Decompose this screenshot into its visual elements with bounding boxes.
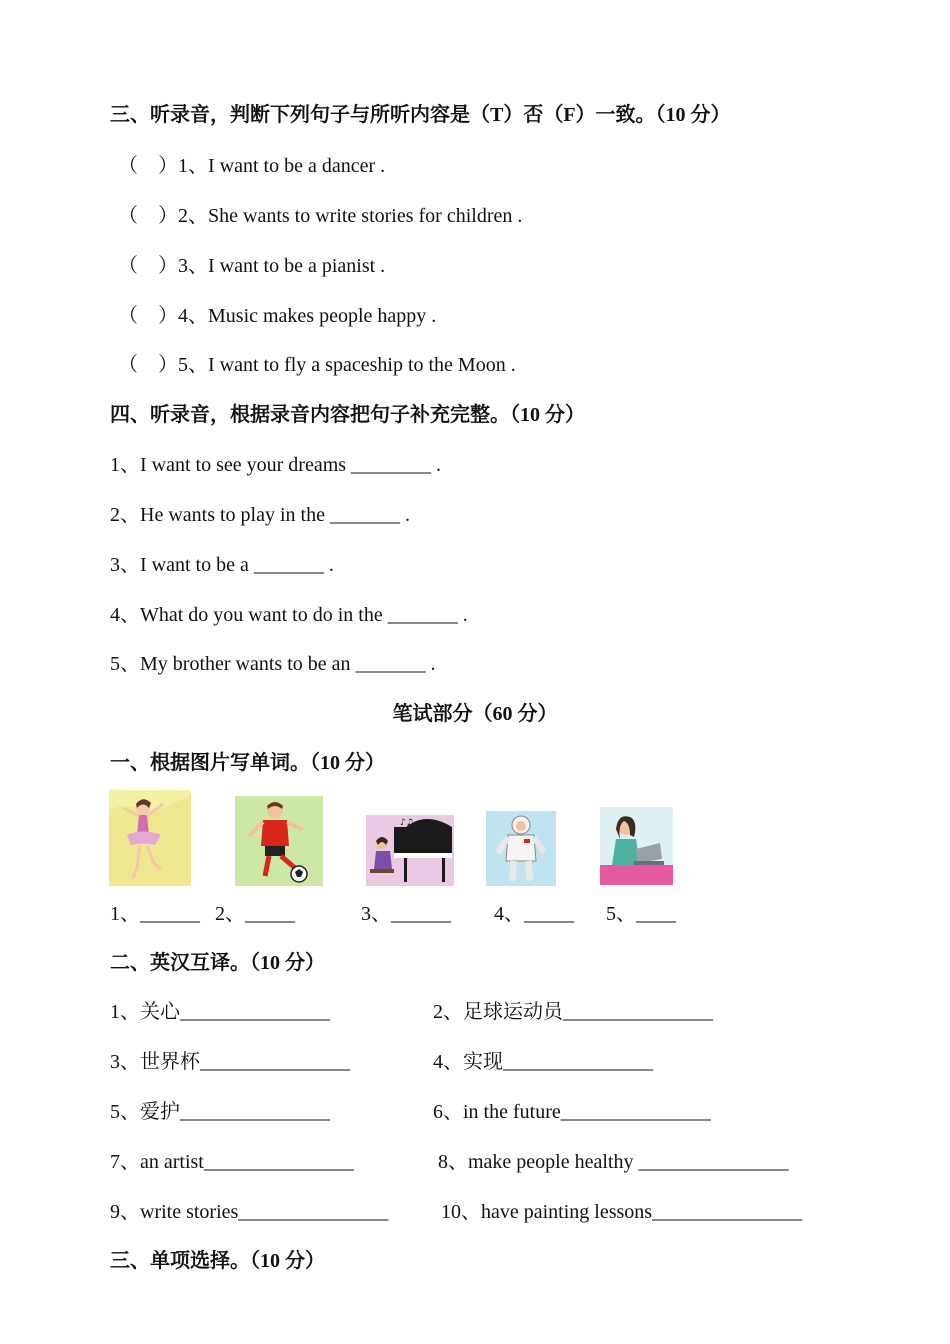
translation-item-7: 7、an artist_______________: [110, 1151, 354, 1173]
picture-blank-5: 5、____: [606, 903, 676, 925]
translation-item-2: 2、足球运动员_______________: [433, 1001, 713, 1023]
dancer-icon: [109, 790, 191, 886]
judge-item-1: （ ）1、I want to be a dancer .: [118, 155, 386, 177]
astronaut-icon: [486, 811, 556, 886]
translation-item-3: 3、世界杯_______________: [110, 1051, 350, 1073]
judge-item-5: （ ）5、I want to fly a spaceship to the Moon .: [118, 354, 516, 376]
picture-blank-3: 3、______: [361, 903, 451, 925]
translation-item-1: 1、关心_______________: [110, 1001, 330, 1023]
translation-item-6: 6、in the future_______________: [433, 1101, 711, 1123]
translation-item-9: 9、write stories_______________: [110, 1201, 389, 1223]
section-heading-multiple-choice: 三、单项选择。（10 分）: [110, 1250, 325, 1272]
picture-blank-1: 1、______: [110, 903, 200, 925]
complete-item-2: 2、He wants to play in the _______ .: [110, 504, 410, 526]
picture-blank-2: 2、_____: [215, 903, 295, 925]
picture-blank-4: 4、_____: [494, 903, 574, 925]
footballer-icon: [235, 796, 323, 886]
laptop-user-icon: [600, 807, 673, 885]
section-heading-translation: 二、英汉互译。（10 分）: [110, 952, 325, 974]
judge-item-2: （ ）2、She wants to write stories for children .: [118, 205, 523, 227]
section-heading-picture-words: 一、根据图片写单词。（10 分）: [110, 752, 385, 774]
section-heading-listening-complete: 四、听录音，根据录音内容把句子补充完整。（10 分）: [110, 404, 585, 426]
complete-item-5: 5、My brother wants to be an _______ .: [110, 653, 436, 675]
complete-item-3: 3、I want to be a _______ .: [110, 554, 334, 576]
complete-item-4: 4、What do you want to do in the _______ .: [110, 604, 468, 626]
translation-item-10: 10、have painting lessons_______________: [441, 1201, 803, 1223]
section-heading-listening-judge: 三、听录音，判断下列句子与所听内容是（T）否（F）一致。（10 分）: [110, 104, 731, 126]
written-part-title: 笔试部分（60 分）: [392, 703, 558, 725]
svg-text:♪♫: ♪♫: [400, 818, 414, 828]
judge-item-3: （ ）3、I want to be a pianist .: [118, 255, 386, 277]
translation-item-8: 8、make people healthy _______________: [438, 1151, 789, 1173]
translation-item-4: 4、实现_______________: [433, 1051, 653, 1073]
judge-item-4: （ ）4、Music makes people happy .: [118, 305, 437, 327]
complete-item-1: 1、I want to see your dreams ________ .: [110, 454, 442, 476]
translation-item-5: 5、爱护_______________: [110, 1101, 330, 1123]
pianist-icon: [366, 815, 454, 886]
